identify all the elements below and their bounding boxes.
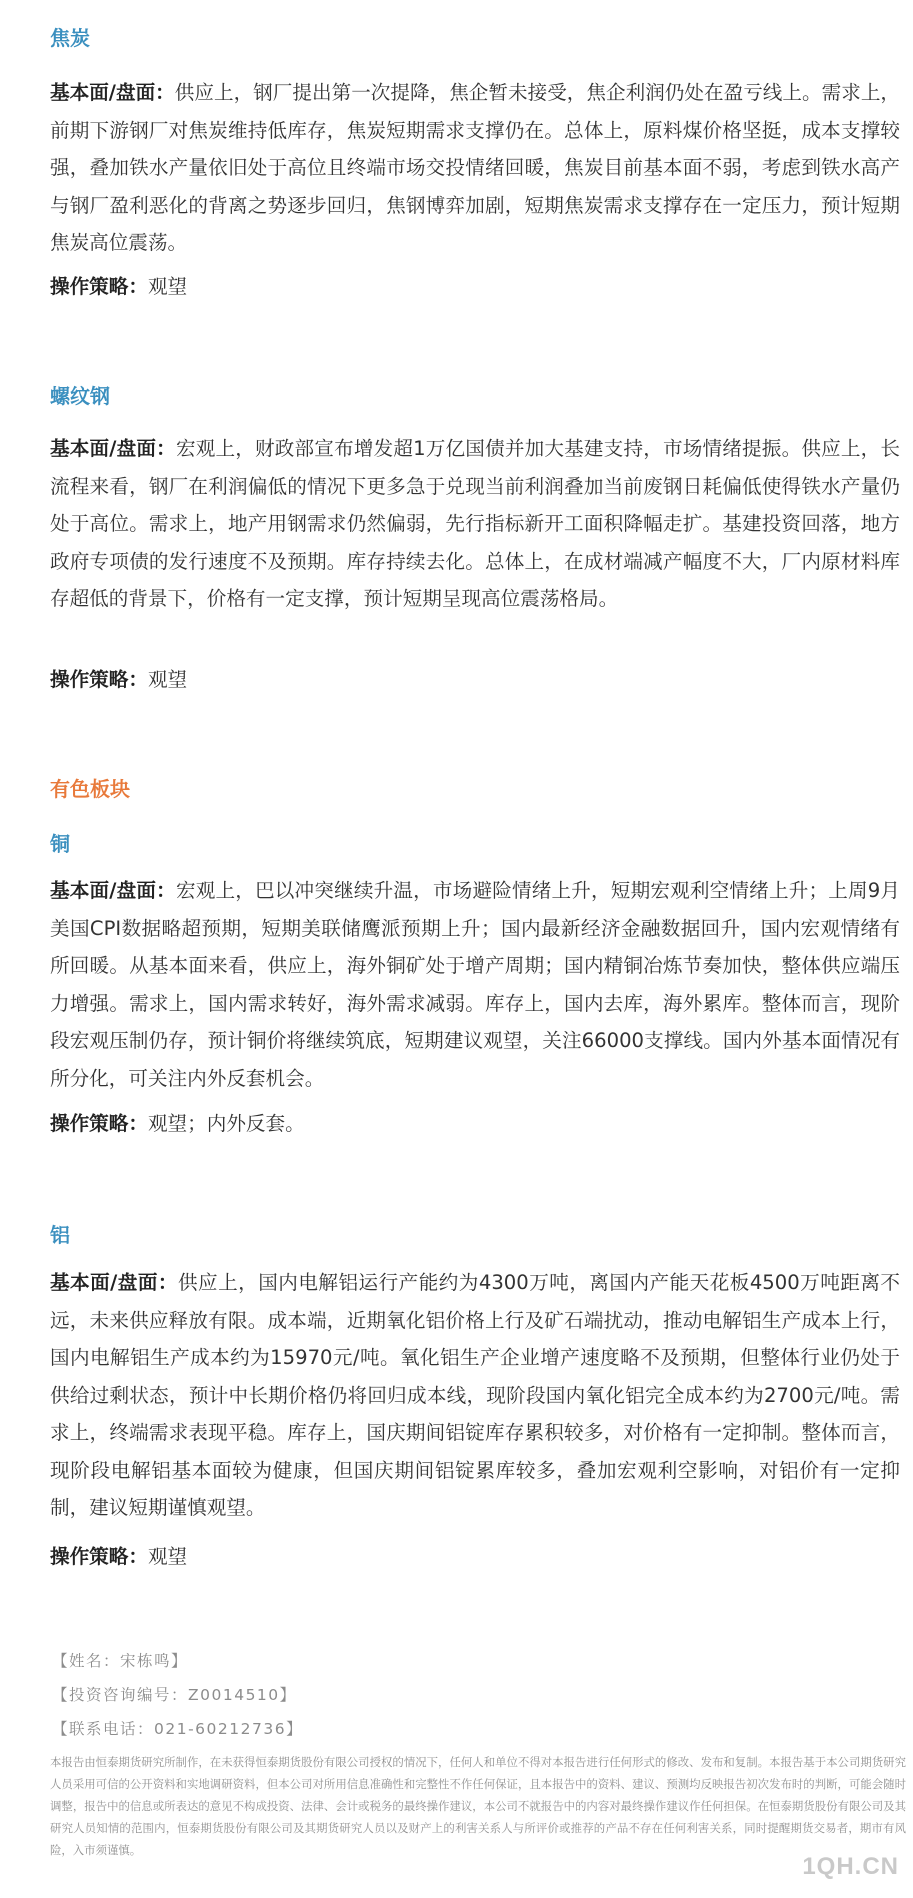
author-name: 【姓名：宋栋鸣】 bbox=[52, 1652, 189, 1670]
watermark-logo: 1QH.CN bbox=[802, 1853, 899, 1880]
coke-strategy-label: 操作策略： bbox=[50, 275, 148, 298]
aluminum-fundamentals bbox=[50, 1264, 900, 1527]
coke-fundamentals-text: 供应上，钢厂提出第一次提降，焦企暂未接受，焦企利润仍处在盈亏线上。需求上，前期下游钢厂对焦炭维持低库存，焦炭短期需求支撑仍在。总体上，原料煤价格坚挺，成本支撑较强，叠加铁水产量依旧处于高位且终端市场交投情绪回暖，焦炭目前基本面不弱，考虑到铁水高产与钢厂盈利恶化的背离之势逐步回归，焦钢博弈加剧，短期焦炭需求支撑存在一定压力，预计短期焦炭高位震荡。 bbox=[50, 81, 901, 254]
aluminum-strategy-label: 操作策略： bbox=[50, 1545, 148, 1568]
aluminum-strategy bbox=[50, 1543, 187, 1571]
section-title-aluminum: 铝 bbox=[50, 1223, 70, 1247]
copper-fundamentals-text: 宏观上，巴以冲突继续升温，市场避险情绪上升，短期宏观利空情绪上升；上周9月美国CPI数据略超预期，短期美联储鹰派预期上升；国内最新经济金融数据回升，国内宏观情绪有所回暖。从基本面来看，供应上，海外铜矿处于增产周期；国内精铜冶炼节奏加快，整体供应端压力增强。需求上，国内需求转好，海外需求减弱。库存上，国内去库，海外累库。整体而言，现阶段宏观压制仍存，预计铜价将继续筑底，短期建议观望，关注66000支撑线。国内外基本面情况有所分化，可关注内外反套机会。 bbox=[50, 879, 901, 1090]
copper-strategy bbox=[50, 1110, 305, 1138]
category-title-nonferrous: 有色板块 bbox=[50, 777, 130, 801]
aluminum-fundamentals-label: 基本面/盘面： bbox=[50, 1271, 178, 1294]
section-title-copper: 铜 bbox=[50, 832, 70, 856]
rebar-strategy-label: 操作策略： bbox=[50, 668, 148, 691]
rebar-fundamentals-text: 宏观上，财政部宣布增发超1万亿国债并加大基建支持，市场情绪提振。供应上，长流程来看，钢厂在利润偏低的情况下更多急于兑现当前利润叠加当前废钢日耗偏低使得铁水产量仍处于高位。需求上，地产用钢需求仍然偏弱，先行指标新开工面积降幅走扩。基建投资回落，地方政府专项债的发行速度不及预期。库存持续去化。总体上，在成材端减产幅度不大，厂内原材料库存超低的背景下，价格有一定支撑，预计短期呈现高位震荡格局。 bbox=[50, 437, 901, 610]
disclaimer-text: 本报告由恒泰期货研究所制作，在未获得恒泰期货股份有限公司授权的情况下，任何人和单位不得对本报告进行任何形式的修改、发布和复制。本报告基于本公司期货研究人员采用可信的公开资料和实地调研资料，但本公司对所用信息准确性和完整性不作任何保证，且本报告中的资料、建议、预测均反映报告初次发布时的判断，可能会随时调整，报告中的信息或所表达的意见不构成投资、法律、会计或税务的最终操作建议，本公司不就报告中的内容对最终操作建议作任何担保。在恒泰期货股份有限公司及其研究人员知情的范围内，恒泰期货股份有限公司及其期货研究人员以及财产上的利害关系人与所评价或推荐的产品不存在任何利害关系，同时提醒期货交易者，期市有风险，入市须谨慎。 bbox=[50, 1755, 906, 1857]
rebar-strategy bbox=[50, 666, 187, 694]
coke-strategy-value: 观望 bbox=[147, 275, 188, 298]
rebar-fundamentals-label: 基本面/盘面： bbox=[50, 437, 176, 460]
copper-strategy-value: 观望；内外反套。 bbox=[147, 1112, 305, 1135]
author-phone: 【联系电话：021-60212736】 bbox=[52, 1720, 304, 1738]
author-license: 【投资咨询编号：Z0014510】 bbox=[52, 1686, 297, 1704]
coke-fundamentals-label: 基本面/盘面： bbox=[50, 81, 175, 104]
copper-fundamentals bbox=[50, 872, 900, 1097]
coke-strategy bbox=[50, 273, 187, 301]
copper-strategy-label: 操作策略： bbox=[50, 1112, 148, 1135]
aluminum-fundamentals-text: 供应上，国内电解铝运行产能约为4300万吨，离国内产能天花板4500万吨距离不远，未来供应释放有限。成本端，近期氧化铝价格上行及矿石端扰动，推动电解铝生产成本上行，国内电解铝生产成本约为15970元/吨。氧化铝生产企业增产速度略不及预期，但整体行业仍处于供给过剩状态，预计中长期价格仍将回归成本线，现阶段国内氧化铝完全成本约为2700元/吨。需求上，终端需求表现平稳。库存上，国庆期间铝锭库存累积较多，对价格有一定抑制。整体而言，现阶段电解铝基本面较为健康，但国庆期间铝锭累库较多，叠加宏观利空影响，对铝价有一定抑制，建议短期谨慎观望。 bbox=[50, 1271, 901, 1519]
rebar-strategy-value: 观望 bbox=[147, 668, 188, 691]
coke-fundamentals bbox=[50, 74, 900, 262]
aluminum-strategy-value: 观望 bbox=[147, 1545, 188, 1568]
section-title-coke: 焦炭 bbox=[50, 26, 90, 50]
rebar-fundamentals bbox=[50, 430, 900, 618]
section-title-rebar: 螺纹钢 bbox=[50, 384, 110, 408]
copper-fundamentals-label: 基本面/盘面： bbox=[50, 879, 176, 902]
